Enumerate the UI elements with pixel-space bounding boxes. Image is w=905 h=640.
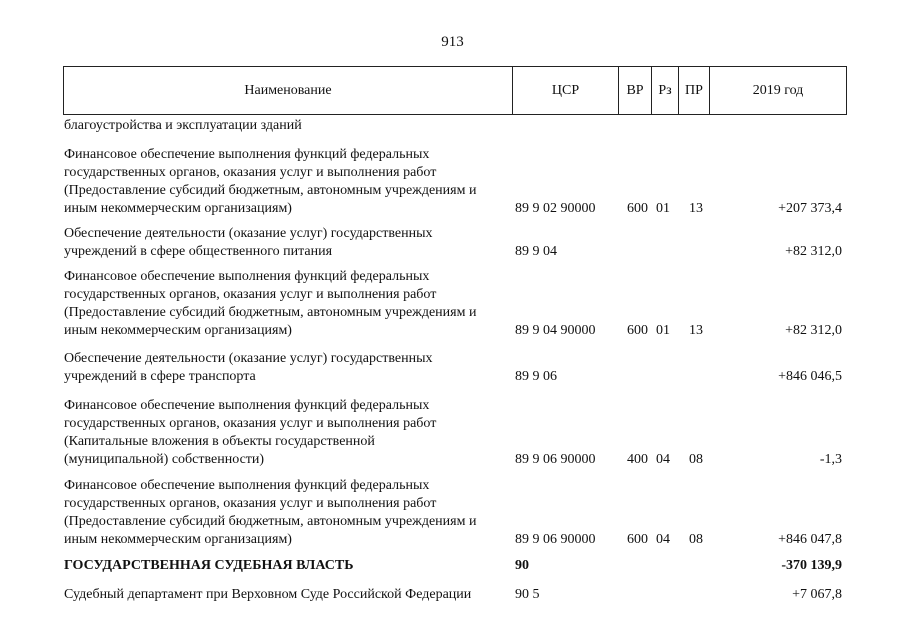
row-rz: 04 xyxy=(656,532,670,547)
page-number: 913 xyxy=(441,34,464,50)
row-csr: 90 5 xyxy=(515,587,540,602)
carry-over-text: благоустройства и эксплуатации зданий xyxy=(64,118,302,133)
row-name: Финансовое обеспечение выполнения функций федеральных государственных органов, оказания услуг и выполнения работ (Предоставление субсидий бюджетным, автономным учреждениям и иным некоммерческим организациям) xyxy=(64,269,477,338)
header-csr: ЦСР xyxy=(513,67,619,115)
header-rz: Рз xyxy=(652,67,679,115)
row-csr: 89 9 04 xyxy=(515,244,557,259)
row-pr: 13 xyxy=(689,323,703,338)
row-name: Обеспечение деятельности (оказание услуг) государственных учреждений в сфере транспорта xyxy=(64,351,433,384)
row-name: Финансовое обеспечение выполнения функций федеральных государственных органов, оказания услуг и выполнения работ (Предоставление субсидий бюджетным, автономным учреждениям и иным некоммерческим организациям) xyxy=(64,147,477,216)
row-csr: 89 9 06 xyxy=(515,369,557,384)
row-pr: 08 xyxy=(689,452,703,467)
row-vr: 400 xyxy=(627,452,648,467)
row-amount: +846 046,5 xyxy=(778,369,842,384)
row-vr: 600 xyxy=(627,323,648,338)
row-name: Обеспечение деятельности (оказание услуг) государственных учреждений в сфере общественного питания xyxy=(64,226,433,259)
row-vr: 600 xyxy=(627,532,648,547)
row-rz: 01 xyxy=(656,201,670,216)
row-csr: 90 xyxy=(515,558,529,573)
row-csr: 89 9 06 90000 xyxy=(515,532,596,547)
header-name: Наименование xyxy=(64,67,513,115)
row-csr: 89 9 02 90000 xyxy=(515,201,596,216)
row-csr: 89 9 06 90000 xyxy=(515,452,596,467)
row-name: Финансовое обеспечение выполнения функций федеральных государственных органов, оказания услуг и выполнения работ (Предоставление субсидий бюджетным, автономным учреждениям и иным некоммерческим организациям) xyxy=(64,478,477,547)
row-rz: 04 xyxy=(656,452,670,467)
row-csr: 89 9 04 90000 xyxy=(515,323,596,338)
row-amount: +82 312,0 xyxy=(785,244,842,259)
row-amount: +82 312,0 xyxy=(785,323,842,338)
row-pr: 08 xyxy=(689,532,703,547)
row-amount: +207 373,4 xyxy=(778,201,842,216)
row-name: Финансовое обеспечение выполнения функций федеральных государственных органов, оказания услуг и выполнения работ (Капитальные вложения в объекты государственной (муниципальной) собственности) xyxy=(64,398,437,467)
row-rz: 01 xyxy=(656,323,670,338)
row-name: ГОСУДАРСТВЕННАЯ СУДЕБНАЯ ВЛАСТЬ xyxy=(64,558,354,573)
row-amount: +846 047,8 xyxy=(778,532,842,547)
header-pr: ПР xyxy=(679,67,710,115)
row-amount: -1,3 xyxy=(819,452,842,467)
row-vr: 600 xyxy=(627,201,648,216)
header-vr: ВР xyxy=(619,67,652,115)
row-amount: +7 067,8 xyxy=(792,587,842,602)
header-year: 2019 год xyxy=(710,67,847,115)
row-pr: 13 xyxy=(689,201,703,216)
table-header xyxy=(63,66,847,115)
row-amount: -370 139,9 xyxy=(781,558,842,573)
row-name: Судебный департамент при Верховном Суде Российской Федерации xyxy=(64,587,472,602)
